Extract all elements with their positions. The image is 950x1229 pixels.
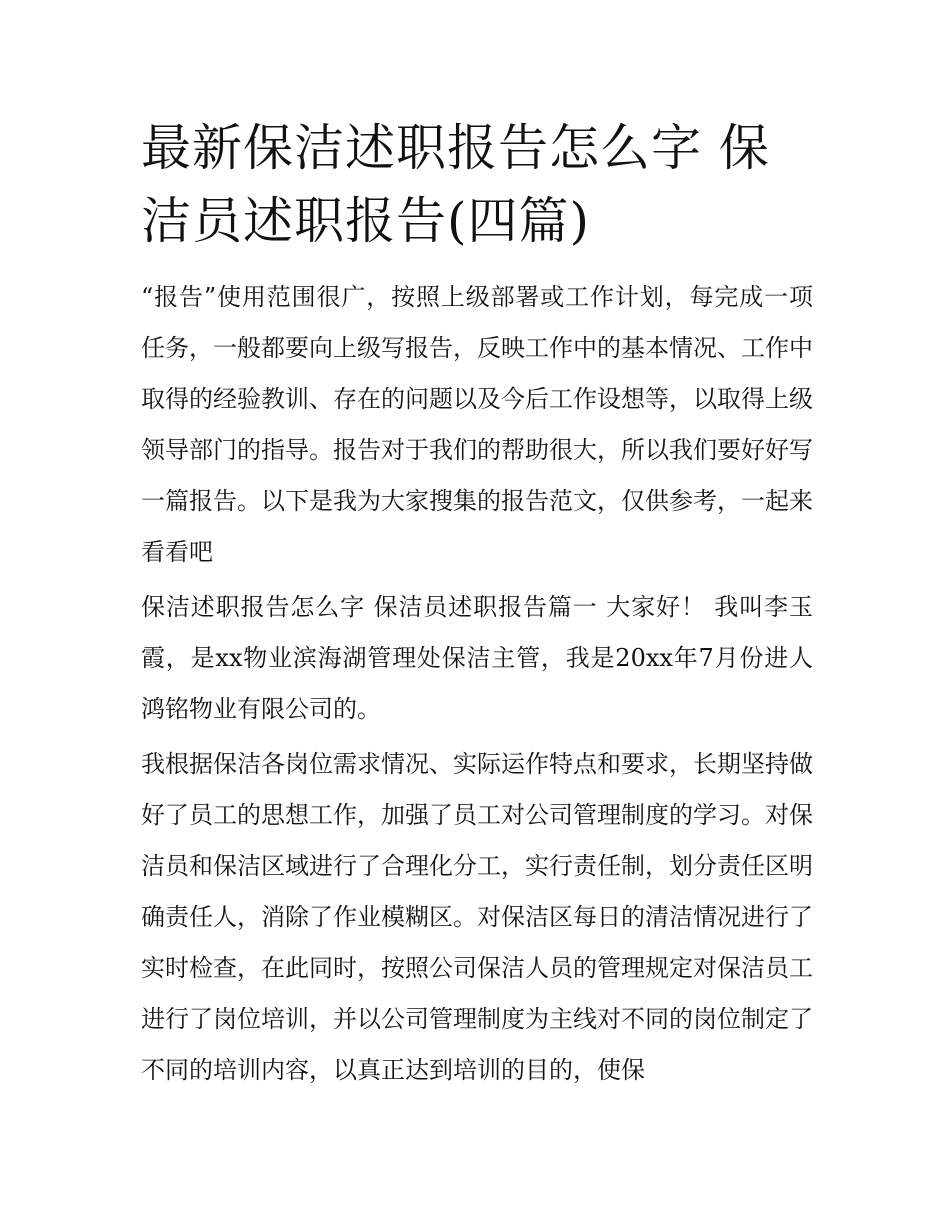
document-title: 最新保洁述职报告怎么字 保洁员述职报告(四篇)	[141, 119, 770, 250]
document-page	[141, 112, 813, 1100]
intro-paragraph: “报告”使用范围很广，按照上级部署或工作计划，每完成一项任务，一般都要向上级写报告，反映工作中的基本情况、工作中取得的经验教训、存在的问题以及今后工作设想等，以取得上级领导部门的指导。报告对于我们的帮助很大，所以我们要好好写一篇报告。以下是我为大家搜集的报告范文，仅供参考，一起来看看吧	[141, 283, 813, 566]
body-paragraph-2: 我根据保洁各岗位需求情况、实际运作特点和要求，长期坚持做好了员工的思想工作，加强了员工对公司管理制度的学习。对保洁员和保洁区域进行了合理化分工，实行责任制，划分责任区明确责任人，消除了作业模糊区。对保洁区每日的清洁情况进行了实时检查，在此同时，按照公司保洁人员的管理规定对保洁员工进行了岗位培训，并以公司管理制度为主线对不同的岗位制定了不同的培训内容，以真正达到培训的目的，使保	[141, 750, 813, 1084]
body-paragraph-1: 保洁述职报告怎么字 保洁员述职报告篇一 大家好！ 我叫李玉霞，是xx物业滨海湖管理处保洁主管，我是20xx年7月份进人鸿铭物业有限公司的。	[141, 593, 813, 723]
